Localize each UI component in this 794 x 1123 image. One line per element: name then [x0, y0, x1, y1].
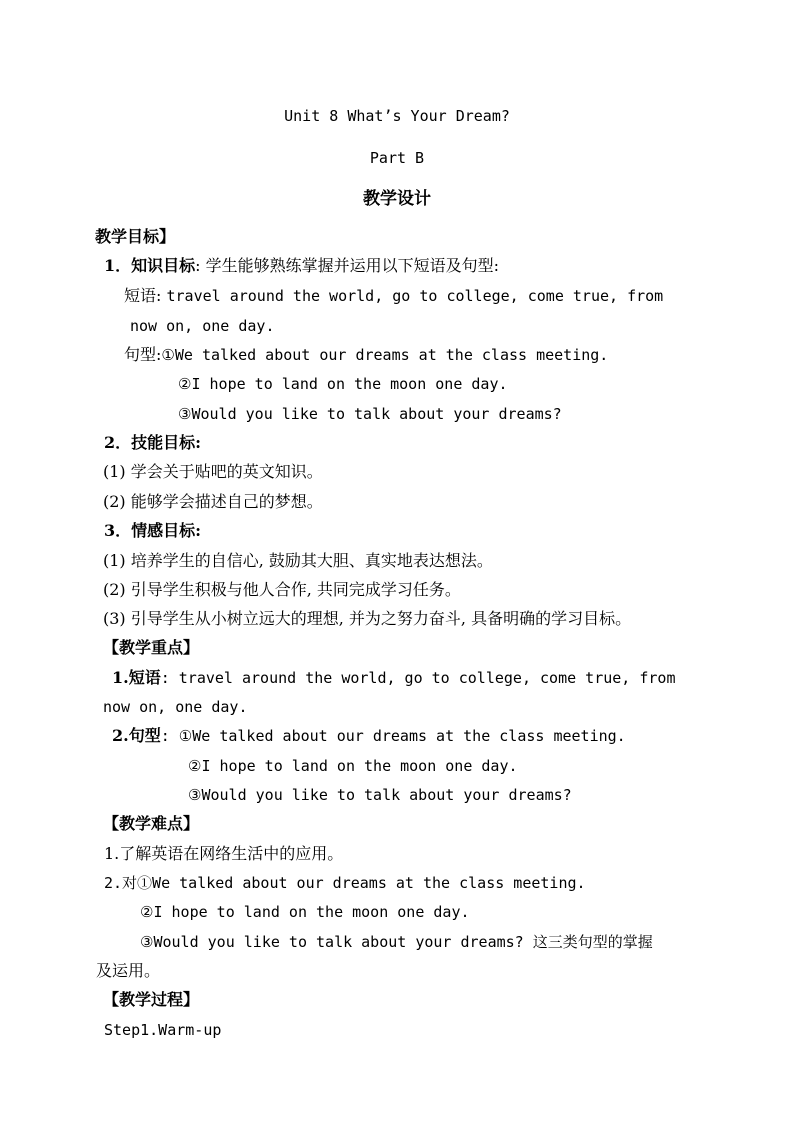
phrases-label: 短语: [124, 286, 162, 305]
key-points-phrases-line1 [112, 667, 675, 689]
key-sentence-1-text: : ①We talked about our dreams at the class meeting. [160, 727, 626, 745]
skills-item-1: (1) 学会关于贴吧的英文知识。 [103, 462, 323, 481]
knowledge-sentence-3: ③Would you like to talk about your dreams? [178, 405, 562, 423]
document-subtitle: 教学设计 [363, 189, 431, 209]
knowledge-text: : 学生能够熟练掌握并运用以下短语及句型: [195, 256, 500, 275]
process-heading: 【教学过程】 [103, 990, 200, 1009]
key-points-sentence-1 [112, 725, 626, 747]
knowledge-phrases-line1 [124, 285, 663, 307]
difficulties-item-2-sentence-3: ③Would you like to talk about your dreams? 这三类句型的掌握 [140, 933, 653, 951]
sentences-label: 句型: [124, 345, 162, 364]
knowledge-objective [104, 255, 499, 277]
emotion-label: 3．情感目标: [104, 521, 202, 540]
knowledge-sentence-1 [124, 344, 608, 366]
skills-label: 2．技能目标: [104, 433, 202, 452]
skills-item-2: (2) 能够学会描述自己的梦想。 [103, 492, 323, 511]
difficulties-item-2: 2.对①We talked about our dreams at the class meeting. [104, 874, 586, 892]
objectives-heading: 教学目标】 [95, 227, 176, 246]
key-phrases-text: : travel around the world, go to college, come true, from [160, 669, 676, 687]
key-phrases-label: 1.短语 [112, 668, 161, 687]
emotion-item-1: (1) 培养学生的自信心, 鼓励其大胆、真实地表达想法。 [103, 551, 493, 570]
key-points-heading: 【教学重点】 [103, 638, 200, 657]
key-points-sentence-3: ③Would you like to talk about your dreams? [188, 786, 572, 804]
knowledge-label: 1．知识目标 [104, 256, 196, 275]
emotion-item-3: (3) 引导学生从小树立远大的理想, 并为之努力奋斗, 具备明确的学习目标。 [103, 609, 632, 628]
document-title: Unit 8 What’s Your Dream? [284, 107, 510, 125]
document-part: Part B [369, 149, 425, 167]
knowledge-phrases-line2: now on, one day. [130, 317, 275, 335]
phrases-text: travel around the world, go to college, come true, from [166, 287, 664, 305]
difficulties-item-2-end: 及运用。 [96, 961, 161, 980]
process-step-1: Step1.Warm-up [104, 1021, 222, 1039]
sentence-1-text: ①We talked about our dreams at the class meeting. [161, 346, 609, 364]
difficulties-item-2-sentence-2: ②I hope to land on the moon one day. [140, 903, 470, 921]
difficulties-heading: 【教学难点】 [103, 814, 200, 833]
key-points-sentence-2: ②I hope to land on the moon one day. [188, 757, 518, 775]
key-points-phrases-line2: now on, one day. [103, 698, 248, 716]
difficulties-item-1: 1.了解英语在网络生活中的应用。 [104, 844, 344, 863]
knowledge-sentence-2: ②I hope to land on the moon one day. [178, 375, 508, 393]
key-sentences-label: 2.句型 [112, 726, 161, 745]
emotion-item-2: (2) 引导学生积极与他人合作, 共同完成学习任务。 [103, 580, 461, 599]
